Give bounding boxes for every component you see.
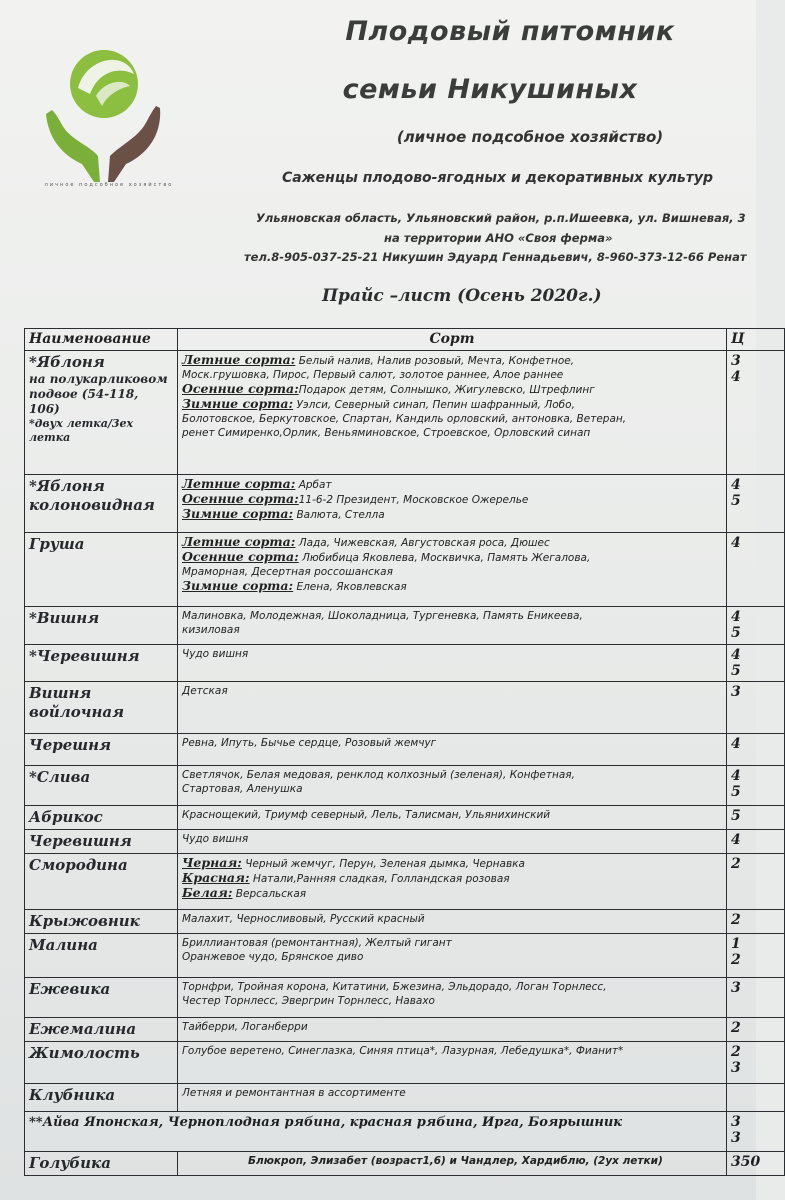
varieties-cell	[178, 734, 727, 766]
variety-list: Чудо вишня	[182, 833, 249, 845]
price-value: 4	[731, 477, 741, 493]
table-row	[25, 607, 785, 645]
variety-list: Мраморная, Десертная россошанская	[182, 566, 393, 578]
price-value: 4	[731, 647, 741, 663]
varieties-cell	[178, 533, 727, 607]
plant-name: Черевишня	[29, 832, 132, 850]
variety-list: Тайберри, Логанберри	[182, 1021, 308, 1033]
plant-name: Ежемалина	[29, 1020, 137, 1038]
varieties-cell	[178, 766, 727, 806]
table-row	[25, 978, 785, 1018]
varieties-cell	[178, 607, 727, 645]
variety-list: Блюкроп, Элизабет (возраст1,6) и Чандлер, Хардиблю, (2ух летки)	[178, 1152, 727, 1176]
rootstock-note: на полукарликовом подвое (54-118, 106)	[29, 372, 168, 416]
plant-name-cell	[25, 645, 178, 682]
plant-name: Голубика	[25, 1152, 178, 1176]
table-row	[25, 734, 785, 766]
table-row	[25, 910, 785, 934]
variety-list: Малахит, Черносливовый, Русский красный	[182, 913, 425, 925]
table-row	[25, 806, 785, 830]
plant-name: Вишня войлочная	[29, 684, 125, 721]
variety-list: Стартовая, Аленушка	[182, 783, 303, 795]
plant-name: Клубника	[29, 1086, 116, 1104]
plant-name: *Черевишня	[29, 647, 140, 665]
variety-list: Черный жемчуг, Перун, Зеленая дымка, Чернавка	[241, 858, 525, 870]
season-label: Летние сорта:	[182, 534, 296, 549]
price-value: 4	[731, 832, 741, 848]
table-row	[25, 1152, 785, 1176]
table-row	[25, 1018, 785, 1042]
variety-line	[182, 871, 722, 886]
variety-list: Торнфри, Тройная корона, Китатини, Бжезина, Эльдорадо, Логан Торнлесс,	[182, 981, 607, 993]
price-cell	[727, 1042, 785, 1084]
variety-list: Летняя и ремонтантная в ассортименте	[182, 1087, 406, 1099]
price-cell	[727, 766, 785, 806]
price-value: 2	[731, 856, 741, 872]
table-row	[25, 351, 785, 475]
price-value: 2	[731, 952, 741, 968]
price-value: 2	[731, 1020, 741, 1036]
plant-name-cell	[25, 1018, 178, 1042]
price-cell	[727, 1018, 785, 1042]
variety-list: Белый налив, Налив розовый, Мечта, Конфетное,	[295, 355, 575, 367]
price-value: 5	[731, 625, 741, 641]
price-value: 5	[731, 493, 741, 509]
variety-line	[182, 535, 722, 550]
variety-line	[182, 623, 722, 637]
variety-list: Болотовское, Беркутовское, Спартан, Кандиль орловский, антоновка, Ветеран,	[182, 413, 627, 425]
variety-list: кизиловая	[182, 624, 240, 636]
subtitle: (личное подсобное хозяйство)	[396, 128, 664, 146]
season-label: Осенние сорта:	[182, 491, 299, 506]
contact-phones: тел.8-905-037-25-21 Никушин Эдуард Геннадьевич, 8-960-373-12-66 Ренат	[244, 250, 747, 264]
plant-name-cell	[25, 734, 178, 766]
variety-list: Чудо вишня	[182, 648, 249, 660]
variety-list: Голубое веретено, Синеглазка, Синяя птица*, Лазурная, Лебедушка*, Фианит*	[182, 1045, 624, 1057]
price-cell	[727, 533, 785, 607]
variety-list: Ревна, Ипуть, Бычье сердце, Розовый жемчуг	[182, 737, 437, 749]
price-cell	[727, 854, 785, 910]
price-value: 2	[731, 1044, 741, 1060]
plant-name: *Яблоня колоновидная	[29, 477, 155, 514]
plant-name: Груша	[29, 535, 85, 553]
plant-name: *Вишня	[29, 609, 100, 627]
table-row	[25, 1084, 785, 1112]
varieties-cell	[178, 978, 727, 1018]
plant-name: *Яблоня	[29, 353, 105, 371]
variety-line	[182, 477, 722, 492]
variety-line	[182, 768, 722, 782]
price-value: 350	[727, 1152, 785, 1176]
varieties-cell	[178, 1018, 727, 1042]
varieties-cell	[178, 806, 727, 830]
plant-name-cell	[25, 682, 178, 734]
plant-name-cell	[25, 854, 178, 910]
plant-name-cell	[25, 1042, 178, 1084]
variety-line	[182, 936, 722, 950]
variety-list: Лада, Чижевская, Августовская роса, Дюшес	[295, 537, 550, 549]
price-cell	[727, 475, 785, 533]
tagline: Саженцы плодово-ягодных и декоративных культур	[282, 170, 714, 186]
address-line: Ульяновская область, Ульяновский район, р.п.Ишеевка, ул. Вишневая, 3	[256, 211, 746, 225]
variety-line	[182, 579, 722, 594]
plant-name-cell	[25, 978, 178, 1018]
table-row	[25, 645, 785, 682]
variety-line	[182, 980, 722, 994]
variety-list: Любибица Яковлева, Москвичка, Память Жегалова,	[298, 552, 591, 564]
varieties-cell	[178, 854, 727, 910]
season-label: Зимние сорта:	[182, 578, 294, 593]
price-cell	[727, 978, 785, 1018]
variety-line	[182, 1086, 722, 1100]
price-value: 4	[731, 768, 741, 784]
price-value: 5	[731, 808, 741, 824]
price-value: 3	[731, 980, 741, 996]
table-row	[25, 934, 785, 978]
plant-name: Жимолость	[29, 1044, 140, 1062]
variety-list: Арбат	[295, 479, 332, 491]
variety-list: Краснощекий, Триумф северный, Лель, Талисман, Ульянихинский	[182, 809, 551, 821]
varieties-cell	[178, 910, 727, 934]
table-row	[25, 682, 785, 734]
plant-name-cell	[25, 475, 178, 533]
season-label: Зимние сорта:	[182, 396, 294, 411]
plant-name-cell	[25, 533, 178, 607]
variety-line	[182, 492, 722, 507]
variety-line	[182, 382, 722, 397]
variety-list: ренет Симиренко,Орлик, Веньяминовское, Строевское, Орловский синап	[182, 427, 591, 439]
table-row	[25, 1042, 785, 1084]
plant-name-cell	[25, 910, 178, 934]
season-label: Белая:	[182, 885, 233, 900]
header-name: Наименование	[25, 329, 178, 351]
varieties-cell	[178, 1042, 727, 1084]
plant-name-cell	[25, 1084, 178, 1112]
variety-line	[182, 832, 722, 846]
variety-line	[182, 353, 722, 368]
variety-list: Валюта, Стелла	[293, 509, 385, 521]
variety-line	[182, 647, 722, 661]
variety-list: Детская	[182, 685, 228, 697]
variety-line	[182, 397, 722, 412]
price-value: 3	[731, 1060, 741, 1076]
price-value: 3	[731, 684, 741, 700]
varieties-cell	[178, 934, 727, 978]
table-header-row	[25, 329, 785, 351]
variety-list: Малиновка, Молодежная, Шоколадница, Тургеневка, Память Еникеева,	[182, 610, 583, 622]
variety-list: Честер Торнлесс, Эвергрин Торнлесс, Навахо	[182, 995, 435, 1007]
variety-line	[182, 808, 722, 822]
variety-list: Елена, Яковлевская	[293, 581, 407, 593]
season-label: Красная:	[182, 870, 250, 885]
logo-caption: личное подсобное хозяйство	[44, 182, 174, 188]
variety-line	[182, 950, 722, 964]
plant-name-cell	[25, 351, 178, 475]
variety-list: Бриллиантовая (ремонтантная), Желтый гигант	[182, 937, 452, 949]
variety-list: Оранжевое чудо, Брянское диво	[182, 951, 364, 963]
table-row	[25, 830, 785, 854]
plant-name-cell	[25, 806, 178, 830]
variety-line	[182, 565, 722, 579]
header-price: Ц	[727, 329, 785, 351]
plant-name-cell	[25, 830, 178, 854]
price-cell	[727, 682, 785, 734]
variety-line	[182, 550, 722, 565]
plant-name: *Слива	[29, 768, 91, 786]
season-label: Осенние сорта:	[182, 381, 299, 396]
varieties-cell	[178, 830, 727, 854]
variety-line	[182, 856, 722, 871]
variety-line	[182, 886, 722, 901]
price-cell	[727, 830, 785, 854]
price-value: 3	[731, 353, 741, 369]
plant-name: Ежевика	[29, 980, 111, 998]
plant-name-cell	[25, 934, 178, 978]
variety-list: Светлячок, Белая медовая, ренклод колхозный (зеленая), Конфетная,	[182, 769, 575, 781]
variety-line	[182, 426, 722, 440]
variety-list: Подарок детям, Солнышко, Жигулевско, Штрефлинг	[298, 384, 595, 396]
nursery-logo-icon	[38, 36, 168, 196]
variety-line	[182, 782, 722, 796]
table-row	[25, 766, 785, 806]
age-note: *двух летка/3ех летка	[29, 417, 134, 444]
price-cell	[727, 734, 785, 766]
plant-name: Абрикос	[29, 808, 103, 826]
variety-list: Версальская	[232, 888, 307, 900]
price-cell	[727, 645, 785, 682]
price-value: 4	[731, 736, 741, 752]
variety-line	[182, 1044, 722, 1058]
varieties-cell	[178, 1084, 727, 1112]
table-row	[25, 533, 785, 607]
page-title-line2: семьи Никушиных	[342, 74, 638, 105]
table-row-wide	[25, 1112, 785, 1152]
price-value: 5	[731, 663, 741, 679]
season-label: Летние сорта:	[182, 476, 296, 491]
variety-line	[182, 1020, 722, 1034]
address-location: на территории АНО «Своя ферма»	[384, 231, 613, 245]
price-rows	[25, 351, 785, 1176]
variety-line	[182, 609, 722, 623]
price-cell	[727, 1112, 785, 1152]
price-list-title: Прайс –лист (Осень 2020г.)	[322, 286, 602, 306]
price-table	[24, 328, 785, 1176]
variety-line	[182, 994, 722, 1008]
season-label: Черная:	[182, 855, 242, 870]
variety-line	[182, 368, 722, 382]
plant-name-cell	[25, 607, 178, 645]
table-row	[25, 475, 785, 533]
season-label: Зимние сорта:	[182, 506, 294, 521]
price-value: 4	[731, 369, 741, 385]
varieties-cell	[178, 645, 727, 682]
price-cell	[727, 806, 785, 830]
price-value: 3	[731, 1114, 741, 1130]
variety-list: Уэлси, Северный синап, Пепин шафранный, Лобо,	[293, 399, 575, 411]
variety-line	[182, 912, 722, 926]
price-value: 4	[731, 535, 741, 551]
variety-list: Натали,Ранняя сладкая, Голландская розовая	[249, 873, 510, 885]
season-label: Летние сорта:	[182, 352, 296, 367]
varieties-cell	[178, 351, 727, 475]
price-cell	[727, 351, 785, 475]
plant-name: Малина	[29, 936, 98, 954]
plant-name-cell	[25, 766, 178, 806]
varieties-cell	[178, 475, 727, 533]
price-cell	[727, 607, 785, 645]
price-value: 3	[731, 1130, 741, 1146]
price-value: 4	[731, 609, 741, 625]
varieties-cell	[178, 682, 727, 734]
price-cell	[727, 1084, 785, 1112]
variety-line	[182, 684, 722, 698]
variety-list: 11-6-2 Президент, Московское Ожерелье	[298, 494, 529, 506]
header-sort: Сорт	[178, 329, 727, 351]
variety-list: Моск.грушовка, Пирос, Первый салют, золотое раннее, Алое раннее	[182, 369, 564, 381]
plant-name: Смородина	[29, 856, 128, 874]
table-row	[25, 854, 785, 910]
variety-line	[182, 736, 722, 750]
price-value: 2	[731, 912, 741, 928]
price-cell	[727, 934, 785, 978]
season-label: Осенние сорта:	[182, 549, 299, 564]
price-value: 5	[731, 784, 741, 800]
variety-line	[182, 412, 722, 426]
price-value: 1	[731, 936, 741, 952]
plant-name: Крыжовник	[29, 912, 140, 930]
page-title-line1: Плодовый питомник	[345, 16, 675, 47]
misc-plants-cell: **Айва Японская, Черноплодная рябина, красная рябина, Ирга, Боярышник	[25, 1112, 727, 1152]
variety-line	[182, 507, 722, 522]
price-cell	[727, 910, 785, 934]
plant-name: Черешня	[29, 736, 112, 754]
